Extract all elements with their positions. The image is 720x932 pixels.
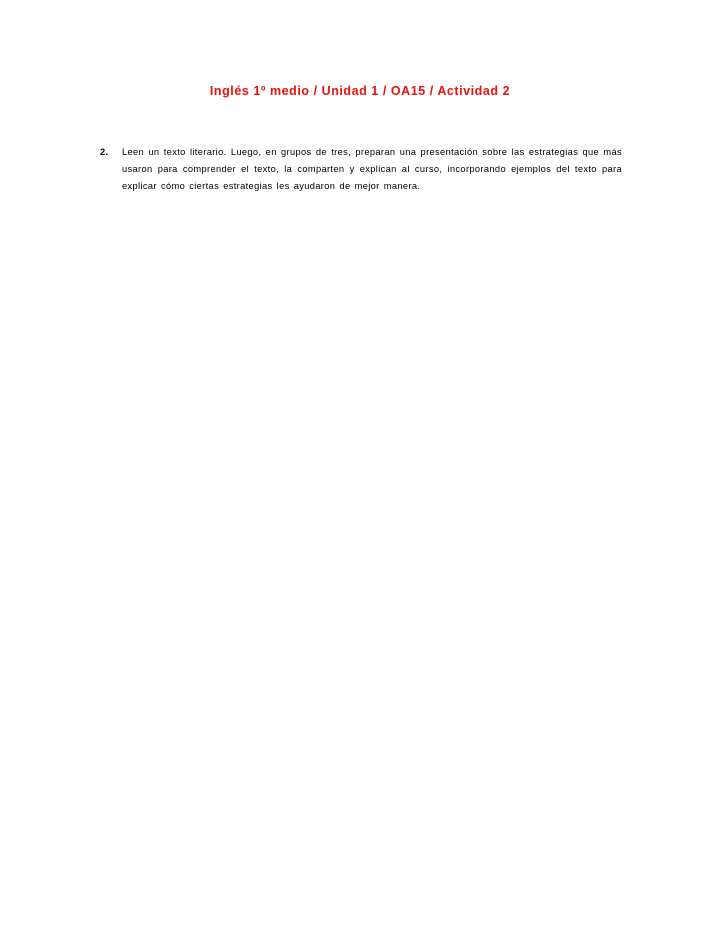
activity-block <box>100 144 622 195</box>
activity-row <box>100 144 622 195</box>
activity-number: 2. <box>100 147 109 157</box>
activity-text: Leen un texto literario. Luego, en grupos de tres, preparan una presentación sobre las estrategias que más usaron para comprender el texto, la comparten y explican al curso, incorporando ejemplos del texto para explicar cómo ciertas estrategias les ayudaron de mejor manera. <box>122 147 622 191</box>
page-title: Inglés 1º medio / Unidad 1 / OA15 / Actividad 2 <box>209 84 511 98</box>
